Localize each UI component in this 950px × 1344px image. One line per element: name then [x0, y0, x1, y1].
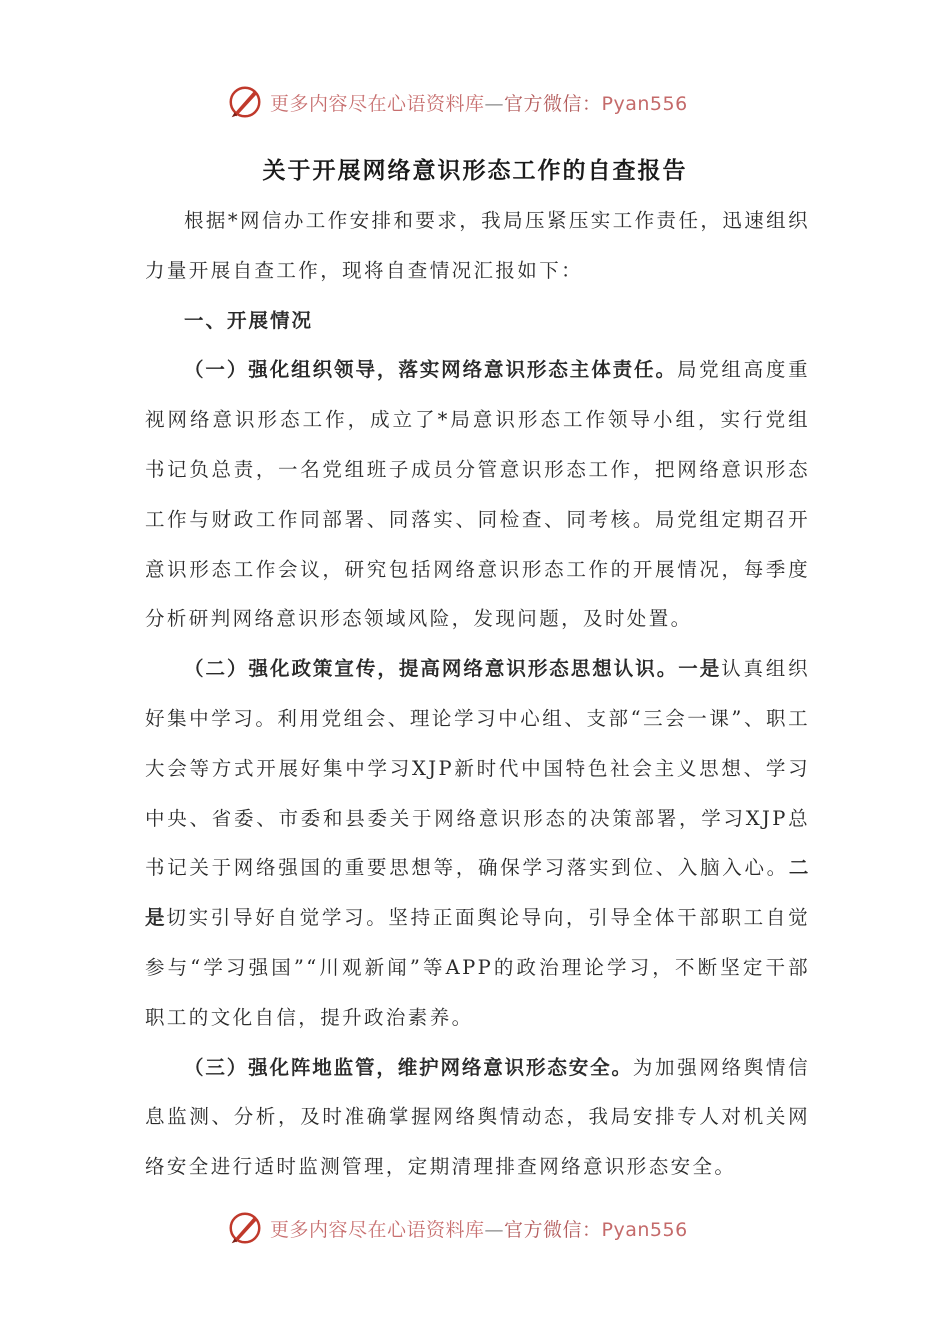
- paragraph-1-lead: （一）强化组织领导，落实网络意识形态主体责任。: [184, 358, 677, 382]
- banner-id: Pyan556: [601, 92, 688, 115]
- pen-logo-icon: [226, 1209, 264, 1247]
- paragraph-2-lead: （二）强化政策宣传，提高网络意识形态思想认识。: [184, 657, 679, 681]
- watermark-banner-bottom: [226, 1208, 746, 1248]
- intro-paragraph: 根据*网信办工作安排和要求，我局压紧压实工作责任，迅速组织力量开展自查工作，现将自查情况汇报如下：: [145, 209, 810, 282]
- paragraph-3: [145, 1043, 810, 1192]
- document-title: 关于开展网络意识形态工作的自查报告: [262, 158, 688, 184]
- paragraph-2-body-1: 认真组织好集中学习。利用党组会、理论学习中心组、支部“三会一课”、职工大会等方式开展好集中学习XJP新时代中国特色社会主义思想、学习中央、省委、市委和县委关于网络意识形态的决策部署，学习XJP总书记关于网络强国的重要思想等，确保学习落实到位、入脑入心。: [145, 657, 810, 880]
- paragraph-1: [145, 345, 810, 644]
- banner-separator: —: [484, 92, 505, 115]
- paragraph-3-lead: （三）强化阵地监管，维护网络意识形态安全。: [184, 1055, 633, 1079]
- banner-separator: —: [484, 1218, 505, 1241]
- paragraph-2-first-marker: 一是: [678, 657, 722, 681]
- pen-logo-icon: [226, 83, 264, 121]
- banner-text: [270, 1215, 688, 1242]
- banner-text: [270, 89, 688, 116]
- paragraph-3-body: 为加强网络舆情信息监测、分析，及时准确掌握网络舆情动态，我局安排专人对机关网络安全进行适时监测管理，定期清理排查网络意识形态安全。: [145, 1055, 810, 1179]
- document-body: [145, 196, 810, 1192]
- paragraph-1-body: 局党组高度重视网络意识形态工作，成立了*局意识形态工作领导小组，实行党组书记负总责，一名党组班子成员分管意识形态工作，把网络意识形态工作与财政工作同部署、同落实、同检查、同考核。局党组定期召开意识形态工作会议，研究包括网络意识形态工作的开展情况，每季度分析研判网络意识形态领域风险，发现问题，及时处置。: [145, 358, 810, 631]
- paragraph-2-body-2: 切实引导好自觉学习。坚持正面舆论导向，引导全体干部职工自觉参与“学习强国”“川观新闻”等APP的政治理论学习，不断坚定干部职工的文化自信，提升政治素养。: [145, 906, 810, 1029]
- banner-id: Pyan556: [601, 1218, 688, 1241]
- banner-site: 更多内容尽在心语资料库: [270, 1218, 485, 1241]
- banner-account: 官方微信：: [504, 1218, 602, 1241]
- banner-account: 官方微信：: [504, 92, 602, 115]
- paragraph-2-second-marker: 二是: [145, 856, 810, 930]
- section-heading: 一、开展情况: [184, 308, 314, 332]
- watermark-banner-top: [226, 82, 746, 122]
- banner-site: 更多内容尽在心语资料库: [270, 92, 485, 115]
- paragraph-2: [145, 644, 810, 1042]
